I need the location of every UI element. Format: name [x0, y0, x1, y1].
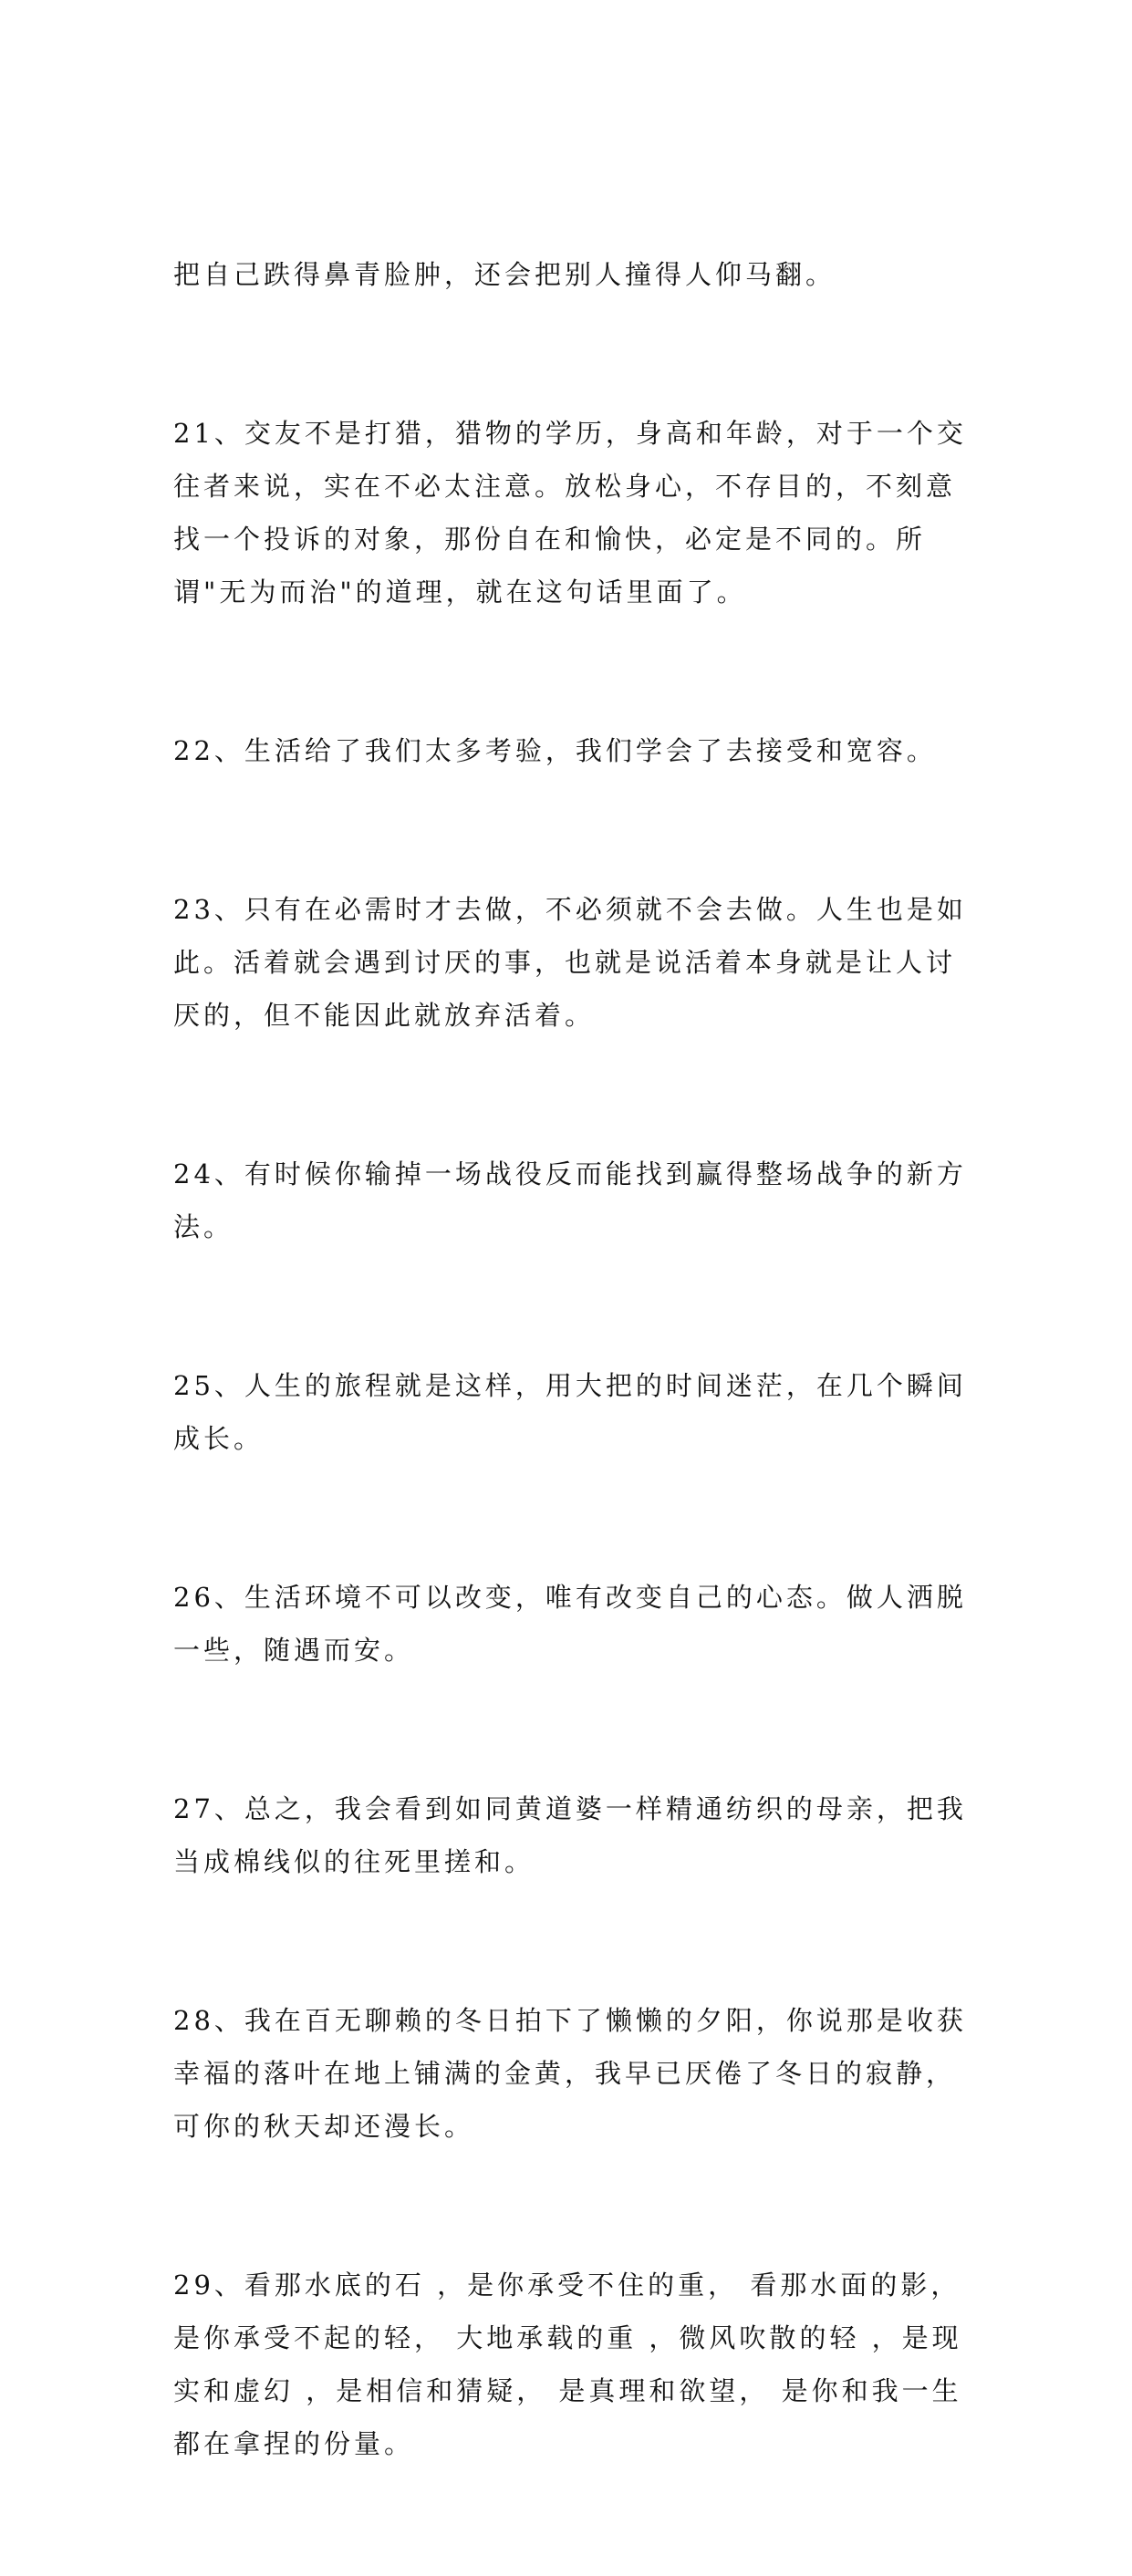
paragraph-22: 22、生活给了我们太多考验，我们学会了去接受和宽容。 — [173, 735, 937, 766]
paragraph-continuation: 把自己跌得鼻青脸肿，还会把别人撞得人仰马翻。 — [173, 259, 836, 290]
paragraph-21: 21、交友不是打猎，猎物的学历，身高和年龄，对于一个交往者来说，实在不必太注意。放松身心，不存目的，不刻意找一个投诉的对象，那份自在和愉快，必定是不同的。所谓"无为而治"的道理，就在这句话里面了。 — [173, 418, 967, 608]
paragraph-29: 29、看那水底的石 ，是你承受不住的重， 看那水面的影，是你承受不起的轻， 大地承载的重 ，微风吹散的轻 ，是现实和虚幻 ，是相信和猜疑， 是真理和欲望， 是你和我一生都在拿捏的份量。 — [173, 2270, 962, 2459]
paragraph-26: 26、生活环境不可以改变，唯有改变自己的心态。做人洒脱一些，随遇而安。 — [173, 1582, 967, 1666]
paragraph-27: 27、总之，我会看到如同黄道婆一样精通纺织的母亲，把我当成棉线似的往死里搓和。 — [173, 1793, 967, 1877]
paragraph-28: 28、我在百无聊赖的冬日拍下了懒懒的夕阳，你说那是收获幸福的落叶在地上铺满的金黄，我早已厌倦了冬日的寂静，可你的秋天却还漫长。 — [173, 2005, 967, 2142]
paragraph-24: 24、有时候你输掉一场战役反而能找到赢得整场战争的新方法。 — [173, 1158, 967, 1242]
paragraph-23: 23、只有在必需时才去做，不必须就不会去做。人生也是如此。活着就会遇到讨厌的事，也就是说活着本身就是让人讨厌的，但不能因此就放弃活着。 — [173, 894, 967, 1031]
paragraph-25: 25、人生的旅程就是这样，用大把的时间迷茫，在几个瞬间成长。 — [173, 1370, 967, 1454]
document-body — [173, 142, 967, 2576]
